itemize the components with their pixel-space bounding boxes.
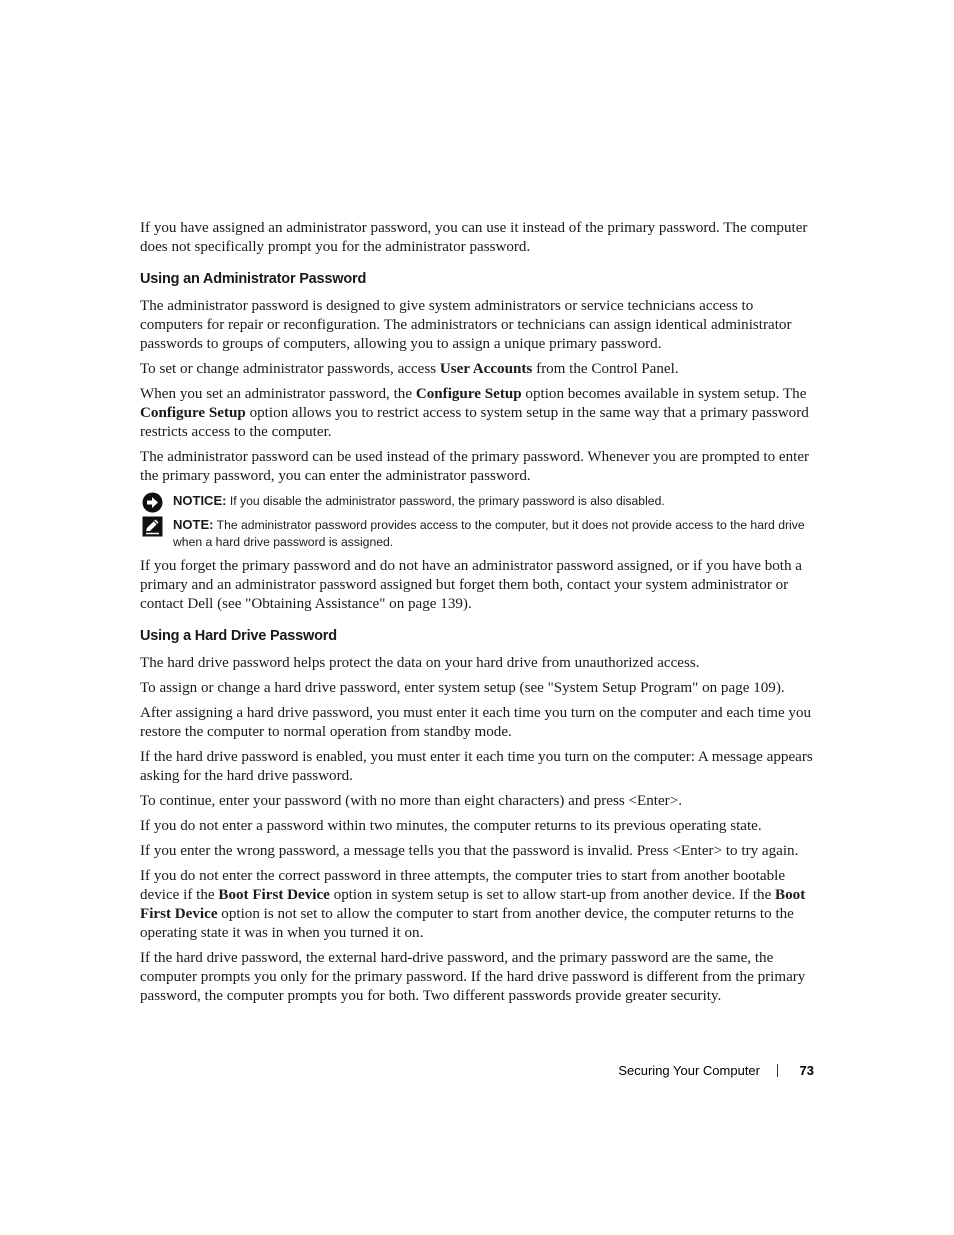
boot-first-device-term: Boot First Device: [140, 887, 806, 922]
admin-paragraph-3: When you set an administrator password, the Configure Setup option becomes available in system setup. The Configure Setup option allows you to restrict access to system setup in the same way that a primary password restricts access to the computer.: [140, 386, 809, 440]
hdd-paragraph-4: If the hard drive password is enabled, you must enter it each time you turn on the computer: A message appears asking for the hard drive password.: [140, 749, 813, 784]
admin-paragraph-1: The administrator password is designed to give system administrators or service technicians access to computers for repair or reconfiguration. The administrators or technicians can assign identical administrator passwords to groups of computers, allowing you to assign a unique primary password.: [140, 298, 792, 352]
note-label: NOTE:: [173, 517, 214, 532]
note-pencil-icon: [142, 516, 163, 537]
notice-label: NOTICE:: [173, 493, 227, 508]
notice-text: If you disable the administrator password, the primary password is also disabled.: [226, 494, 665, 508]
hdd-paragraph-7: If you enter the wrong password, a message tells you that the password is invalid. Press <Enter> to try again.: [140, 843, 799, 859]
admin-paragraph-2: To set or change administrator passwords, access User Accounts from the Control Panel.: [140, 361, 679, 377]
user-accounts-term: User Accounts: [439, 361, 533, 377]
section-heading-admin-password: Using an Administrator Password: [140, 271, 367, 287]
section-heading-hard-drive-password: Using a Hard Drive Password: [140, 628, 337, 644]
note-text: The administrator password provides access to the computer, but it does not provide access to the hard drive when a hard drive password is assigned.: [173, 518, 805, 549]
page-footer: [0, 1061, 814, 1081]
notice-callout: [140, 492, 816, 510]
footer-divider: [777, 1064, 778, 1077]
boot-first-device-term: Boot First Device: [218, 887, 330, 903]
hdd-paragraph-2: To assign or change a hard drive password, enter system setup (see "System Setup Program" on page 109).: [140, 680, 785, 696]
hdd-paragraph-6: If you do not enter a password within two minutes, the computer returns to its previous operating state.: [140, 818, 762, 834]
hdd-paragraph-1: The hard drive password helps protect the data on your hard drive from unauthorized access.: [140, 655, 700, 671]
hdd-paragraph-8: If you do not enter the correct password in three attempts, the computer tries to start from another bootable device if the Boot First Device option in system setup is set to allow start-up from another device. If the Boot First Device option is not set to allow the computer to start from another device, the computer returns to the operating state it was in when you turned it on.: [140, 868, 806, 941]
configure-setup-term: Configure Setup: [140, 405, 246, 421]
hdd-paragraph-5: To continue, enter your password (with no more than eight characters) and press <Enter>.: [140, 793, 682, 809]
page-number: 73: [799, 1063, 814, 1078]
hdd-paragraph-3: After assigning a hard drive password, you must enter it each time you turn on the computer and each time you restore the computer to normal operation from standby mode.: [140, 705, 812, 740]
admin-paragraph-4: The administrator password can be used instead of the primary password. Whenever you are prompted to enter the primary password, you can enter the administrator password.: [140, 449, 810, 484]
footer-section-title: Securing Your Computer: [618, 1063, 760, 1078]
configure-setup-term: Configure Setup: [415, 386, 522, 402]
intro-paragraph: If you have assigned an administrator password, you can use it instead of the primary password. The computer does not specifically prompt you for the administrator password.: [140, 220, 808, 255]
hdd-paragraph-9: If the hard drive password, the external hard-drive password, and the primary password are the same, the computer prompts you only for the primary password. If the hard drive password is different from the primary password, the computer prompts you for both. Two different passwords provide greater security.: [140, 950, 806, 1004]
admin-paragraph-5: If you forget the primary password and do not have an administrator password assigned, or if you have both a primary and an administrator password assigned but forget them both, contact your system administrator or contact Dell (see "Obtaining Assistance" on page 139).: [140, 558, 803, 612]
page-content: [140, 219, 816, 1012]
notice-arrow-icon: [142, 492, 163, 513]
note-callout: [140, 516, 816, 551]
